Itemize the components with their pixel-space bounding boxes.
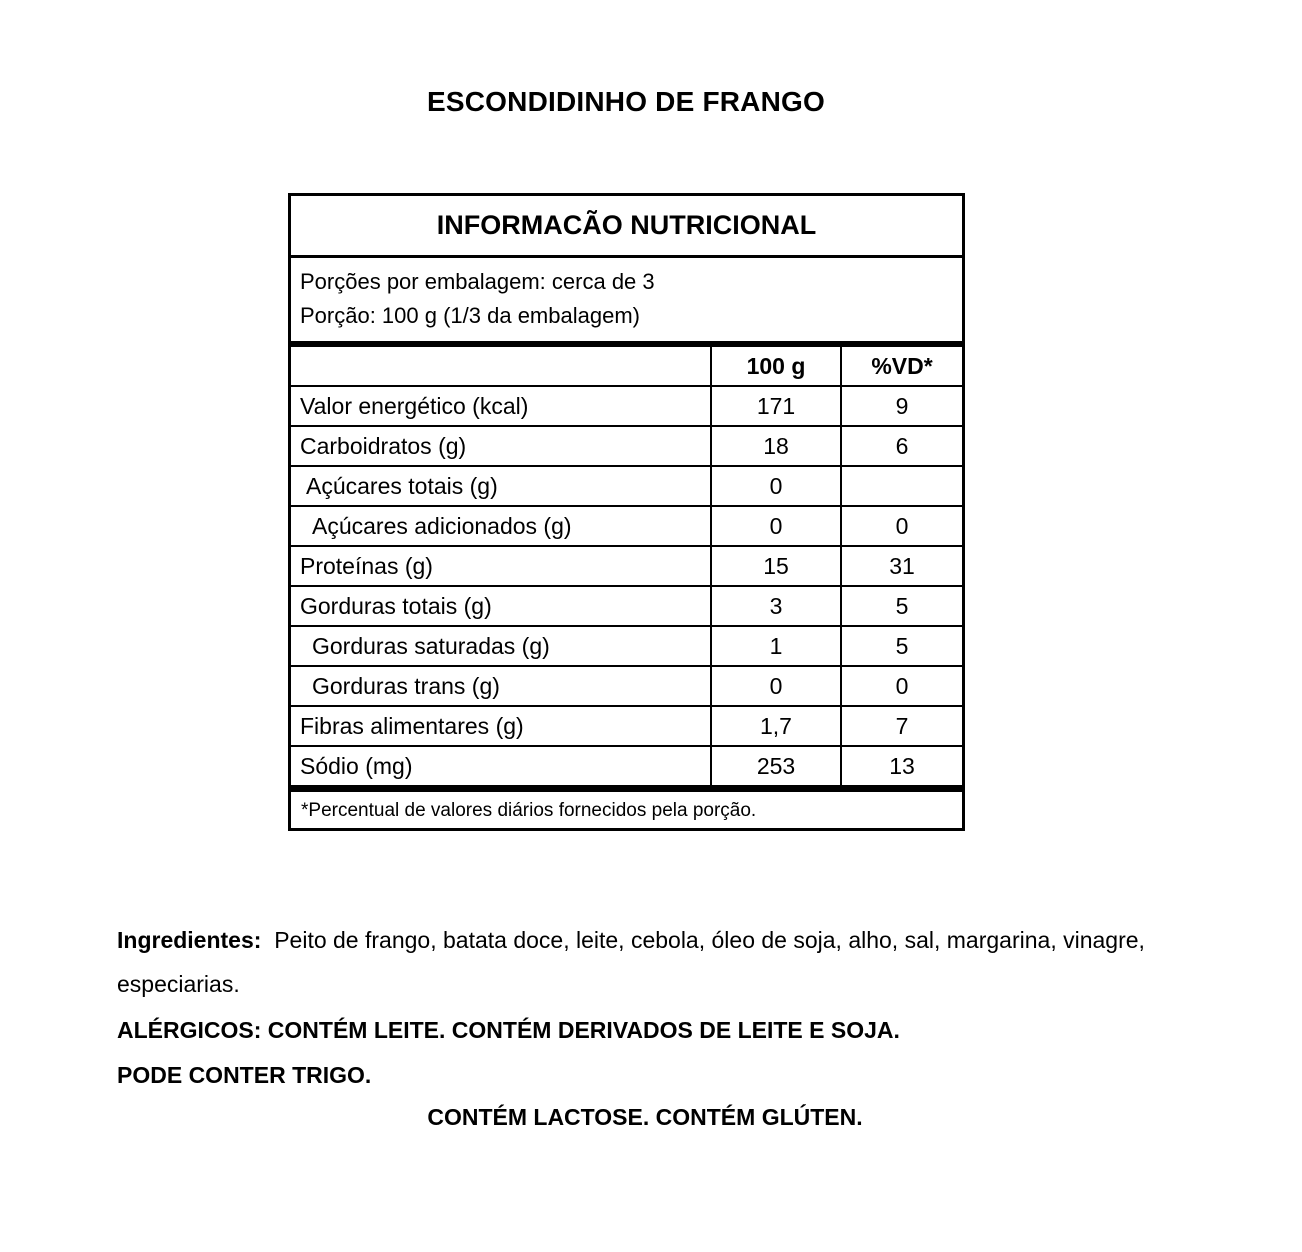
header-amount: 100 g xyxy=(711,347,841,386)
table-row xyxy=(291,466,962,506)
nutrient-dv: 0 xyxy=(841,506,962,546)
nutrition-facts-table xyxy=(288,193,965,831)
allergens-line-2: PODE CONTER TRIGO. xyxy=(117,1062,372,1088)
table-row xyxy=(291,586,962,626)
nutrient-dv: 31 xyxy=(841,546,962,586)
contains-notice: CONTÉM LACTOSE. CONTÉM GLÚTEN. xyxy=(427,1104,863,1130)
nutrient-name: Açúcares totais (g) xyxy=(291,466,711,506)
nutrient-amount: 1,7 xyxy=(711,706,841,746)
nutrient-amount: 0 xyxy=(711,666,841,706)
portion-info xyxy=(291,258,962,347)
servings-per-package: Porções por embalagem: cerca de 3 xyxy=(300,269,655,294)
product-title: ESCONDIDINHO DE FRANGO xyxy=(427,86,825,117)
table-row xyxy=(291,746,962,786)
nutrient-dv xyxy=(841,466,962,506)
nutrient-table xyxy=(291,347,962,787)
table-row xyxy=(291,666,962,706)
nutrient-dv: 7 xyxy=(841,706,962,746)
nutrient-name: Proteínas (g) xyxy=(291,546,711,586)
nutrient-name: Valor energético (kcal) xyxy=(291,386,711,426)
nutrient-amount: 0 xyxy=(711,506,841,546)
nutrient-dv: 13 xyxy=(841,746,962,786)
table-row xyxy=(291,506,962,546)
nutrient-name: Sódio (mg) xyxy=(291,746,711,786)
table-row xyxy=(291,426,962,466)
ingredients-label: Ingredientes: xyxy=(117,927,262,953)
table-row xyxy=(291,626,962,666)
dv-footnote: *Percentual de valores diários fornecidos pela porção. xyxy=(291,787,962,828)
nutrient-dv: 9 xyxy=(841,386,962,426)
nutrient-amount: 15 xyxy=(711,546,841,586)
nutrient-amount: 0 xyxy=(711,466,841,506)
nutrient-amount: 18 xyxy=(711,426,841,466)
nutrient-name: Gorduras totais (g) xyxy=(291,586,711,626)
nutrient-name: Fibras alimentares (g) xyxy=(291,706,711,746)
table-header-row xyxy=(291,347,962,386)
nutrient-amount: 253 xyxy=(711,746,841,786)
table-row xyxy=(291,386,962,426)
table-row xyxy=(291,546,962,586)
nutrient-dv: 0 xyxy=(841,666,962,706)
nutrient-name: Carboidratos (g) xyxy=(291,426,711,466)
nutrient-dv: 6 xyxy=(841,426,962,466)
nutrient-name: Gorduras saturadas (g) xyxy=(291,626,711,666)
nutrient-dv: 5 xyxy=(841,586,962,626)
nutrient-amount: 171 xyxy=(711,386,841,426)
nutrition-heading: INFORMACÃO NUTRICIONAL xyxy=(291,196,962,258)
nutrient-name: Gorduras trans (g) xyxy=(291,666,711,706)
header-nutrient xyxy=(291,347,711,386)
header-dv: %VD* xyxy=(841,347,962,386)
allergens-line-1: ALÉRGICOS: CONTÉM LEITE. CONTÉM DERIVADOS DE LEITE E SOJA. xyxy=(117,1017,900,1043)
serving-size: Porção: 100 g (1/3 da embalagem) xyxy=(300,303,640,328)
table-row xyxy=(291,706,962,746)
nutrient-name: Açúcares adicionados (g) xyxy=(291,506,711,546)
nutrient-amount: 1 xyxy=(711,626,841,666)
nutrient-amount: 3 xyxy=(711,586,841,626)
nutrient-dv: 5 xyxy=(841,626,962,666)
ingredients-text: Peito de frango, batata doce, leite, cebola, óleo de soja, alho, sal, margarina, vinagre, especiarias. xyxy=(117,927,1145,997)
ingredients xyxy=(117,918,1237,1006)
